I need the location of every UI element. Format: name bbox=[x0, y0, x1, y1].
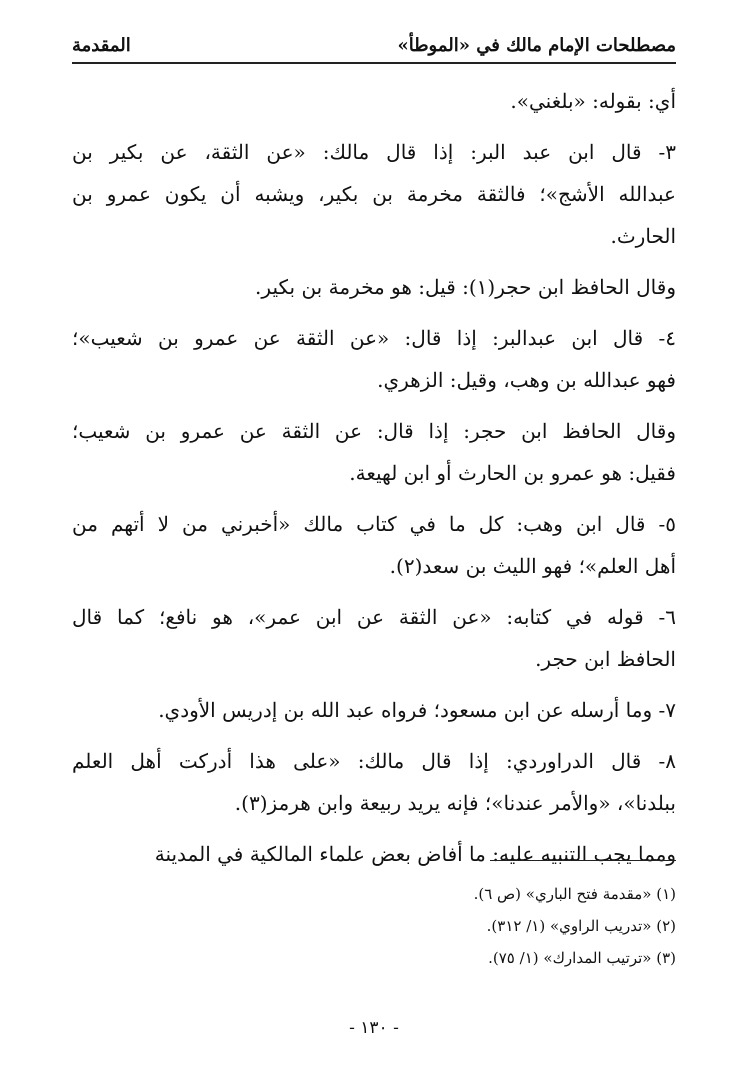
footnote-separator bbox=[490, 860, 676, 861]
text-line: فهو عبدالله بن وهب، وقيل: الزهري. bbox=[377, 368, 676, 392]
page-number: - ١٣٠ - bbox=[349, 1018, 399, 1038]
paragraph bbox=[72, 410, 676, 494]
section-title: المقدمة bbox=[72, 34, 131, 56]
text-line: ٨- قال الدراوردي: إذا قال مالك: «على هذا أدركت أهل العلم bbox=[72, 749, 676, 773]
text-line: ومما يجب التنبيه عليه: ما أفاض بعض علماء المالكية في المدينة bbox=[154, 842, 676, 866]
text-line: ببلدنا»، «والأمر عندنا»؛ فإنه يريد ربيعة وابن هرمز(٣). bbox=[234, 791, 676, 815]
text-line: وقال الحافظ ابن حجر(١): قيل: هو مخرمة بن بكير. bbox=[255, 275, 676, 299]
paragraph bbox=[72, 503, 676, 587]
paragraph bbox=[72, 596, 676, 680]
text-line: فقيل: هو عمرو بن الحارث أو ابن لهيعة. bbox=[349, 461, 676, 485]
paragraph bbox=[72, 740, 676, 824]
text-line: ٣- قال ابن عبد البر: إذا قال مالك: «عن الثقة، عن بكير بن bbox=[72, 140, 676, 164]
paragraph bbox=[72, 317, 676, 401]
text-line: ٤- قال ابن عبدالبر: إذا قال: «عن الثقة عن عمرو بن شعيب»؛ bbox=[72, 326, 676, 350]
paragraph bbox=[72, 833, 676, 875]
footnote: (٣) «ترتيب المدارك» (١/ ٧٥). bbox=[488, 949, 676, 967]
book-title: مصطلحات الإمام مالك في «الموطأ» bbox=[397, 34, 676, 56]
paragraph bbox=[72, 80, 676, 122]
text-line: ٧- وما أرسله عن ابن مسعود؛ فرواه عبد الله بن إدريس الأودي. bbox=[158, 698, 676, 722]
text-line: ٦- قوله في كتابه: «عن الثقة عن ابن عمر»، هو نافع؛ كما قال bbox=[72, 605, 676, 629]
footnote: (١) «مقدمة فتح الباري» (ص ٦). bbox=[473, 885, 676, 903]
text-line: وقال الحافظ ابن حجر: إذا قال: عن الثقة عن عمرو بن شعيب؛ bbox=[72, 419, 676, 443]
text-line: أي: بقوله: «بلغني». bbox=[510, 89, 676, 113]
text-line: عبدالله الأشج»؛ فالثقة مخرمة بن بكير، ويشبه أن يكون عمرو بن bbox=[72, 182, 676, 206]
paragraph bbox=[72, 689, 676, 731]
text-line: الحافظ ابن حجر. bbox=[535, 647, 676, 671]
text-line: ٥- قال ابن وهب: كل ما في كتاب مالك «أخبرني من لا أتهم من bbox=[72, 512, 676, 536]
running-header bbox=[72, 28, 676, 64]
paragraph bbox=[72, 266, 676, 308]
text-line: أهل العلم»؛ فهو الليث بن سعد(٢). bbox=[389, 554, 676, 578]
footnotes bbox=[72, 878, 676, 974]
text-line: الحارث. bbox=[610, 224, 676, 248]
footnote: (٢) «تدريب الراوي» (١/ ٣١٢). bbox=[486, 917, 676, 935]
paragraph bbox=[72, 131, 676, 257]
page-body bbox=[72, 80, 676, 884]
